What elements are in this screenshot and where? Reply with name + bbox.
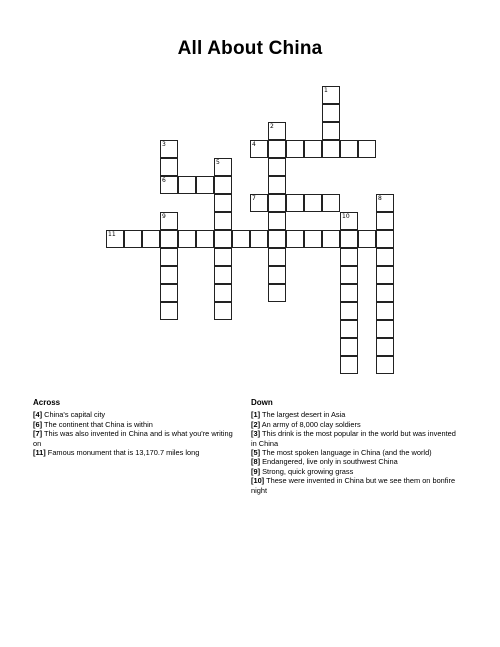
crossword-cell[interactable] [286,194,304,212]
crossword-cell[interactable] [124,230,142,248]
page-title: All About China [177,38,323,59]
crossword-cell[interactable] [214,266,232,284]
down-clue [251,476,463,495]
across-clue [33,429,233,448]
clue-text: The most spoken language in China (and the world) [260,448,432,458]
clue-text: The continent that China is within [42,419,153,429]
crossword-cell[interactable] [232,230,250,248]
crossword-cell[interactable] [268,122,286,140]
crossword-cell[interactable] [160,284,178,302]
clue-number: 11 [108,231,116,238]
clue-number-label: [9] [251,466,261,476]
clue-number: 10 [342,213,350,220]
crossword-cell[interactable] [340,212,358,230]
crossword-cell[interactable] [376,266,394,284]
clue-number: 5 [216,159,220,166]
down-clue [251,410,463,419]
crossword-cell[interactable] [286,140,304,158]
clue-number-label: [5] [251,448,261,458]
crossword-cell[interactable] [142,230,160,248]
clue-number-label: [1] [251,410,261,420]
crossword-cell[interactable] [214,158,232,176]
crossword-cell[interactable] [268,284,286,302]
down-heading: Down [251,398,273,407]
crossword-cell[interactable] [214,302,232,320]
crossword-cell[interactable] [214,230,232,248]
crossword-cell[interactable] [160,302,178,320]
across-clue [33,410,233,419]
crossword-cell[interactable] [160,176,178,194]
down-clue [251,448,463,457]
across-heading: Across [33,398,61,407]
clue-number-label: [10] [251,476,265,486]
crossword-cell[interactable] [268,158,286,176]
crossword-cell[interactable] [322,86,340,104]
crossword-cell[interactable] [376,284,394,302]
crossword-cell[interactable] [214,284,232,302]
crossword-cell[interactable] [160,212,178,230]
clue-number: 3 [162,141,166,148]
crossword-cell[interactable] [376,338,394,356]
crossword-cell[interactable] [340,338,358,356]
down-clue [251,467,463,476]
clue-text: This drink is the most popular in the world but was invented in China [251,429,456,448]
crossword-cell[interactable] [178,176,196,194]
crossword-cell[interactable] [340,230,358,248]
across-clue [33,448,233,457]
crossword-cell[interactable] [268,248,286,266]
across-clue [33,420,233,429]
clue-text: This was also invented in China and is what you're writing on [33,429,233,448]
crossword-cell[interactable] [214,194,232,212]
clue-text: Endangered, live only in southwest China [260,457,398,467]
crossword-cell[interactable] [304,230,322,248]
crossword-cell[interactable] [304,194,322,212]
crossword-cell[interactable] [340,320,358,338]
down-clue-list [251,410,463,495]
crossword-cell[interactable] [358,140,376,158]
clue-text: Famous monument that is 13,170.7 miles long [45,448,200,458]
clue-number: 2 [270,123,274,130]
crossword-cell[interactable] [376,356,394,374]
down-clue [251,429,463,448]
clue-text: An army of 8,000 clay soldiers [260,419,361,429]
crossword-cell[interactable] [160,266,178,284]
crossword-cell[interactable] [250,194,268,212]
crossword-cell[interactable] [340,284,358,302]
across-clues [33,398,233,457]
clue-number: 8 [378,195,382,202]
down-clues [251,398,463,495]
crossword-cell[interactable] [196,230,214,248]
crossword-cell[interactable] [160,248,178,266]
crossword-cell[interactable] [196,176,214,194]
crossword-cell[interactable] [376,230,394,248]
crossword-cell[interactable] [322,230,340,248]
clue-number-label: [2] [251,419,261,429]
crossword-cell[interactable] [160,158,178,176]
down-clue [251,457,463,466]
clue-text: China's capital city [42,410,106,420]
crossword-cell[interactable] [250,140,268,158]
clue-text: Strong, quick growing grass [260,466,354,476]
crossword-cell[interactable] [214,248,232,266]
crossword-cell[interactable] [376,248,394,266]
crossword-cell[interactable] [322,194,340,212]
crossword-cell[interactable] [160,140,178,158]
clue-number: 9 [162,213,166,220]
crossword-cell[interactable] [214,212,232,230]
crossword-cell[interactable] [376,320,394,338]
crossword-cell[interactable] [268,194,286,212]
clue-number-label: [11] [33,448,46,458]
clue-number-label: [8] [251,457,261,467]
crossword-cell[interactable] [268,176,286,194]
clue-number-label: [3] [251,429,261,439]
crossword-cell[interactable] [268,140,286,158]
clue-number: 6 [162,177,166,184]
crossword-cell[interactable] [286,230,304,248]
clue-number-label: [6] [33,419,43,429]
crossword-cell[interactable] [322,104,340,122]
crossword-cell[interactable] [358,230,376,248]
clue-number: 1 [324,87,328,94]
clue-text: These were invented in China but we see them on bonfire night [251,476,456,495]
crossword-cell[interactable] [340,248,358,266]
crossword-cell[interactable] [214,176,232,194]
crossword-cell[interactable] [340,140,358,158]
crossword-cell[interactable] [340,302,358,320]
down-clue [251,420,463,429]
clue-number-label: [4] [33,410,43,420]
crossword-cell[interactable] [250,230,268,248]
crossword-cell[interactable] [106,230,124,248]
clue-number-label: [7] [33,429,43,439]
clue-number: 7 [252,195,256,202]
crossword-cell[interactable] [376,302,394,320]
crossword-cell[interactable] [340,356,358,374]
crossword-cell[interactable] [376,212,394,230]
crossword-cell[interactable] [268,212,286,230]
clue-text: The largest desert in Asia [260,410,346,420]
crossword-cell[interactable] [178,230,196,248]
crossword-cell[interactable] [268,230,286,248]
across-clue-list [33,410,233,457]
crossword-cell[interactable] [340,266,358,284]
clue-number: 4 [252,141,256,148]
crossword-cell[interactable] [160,230,178,248]
crossword-cell[interactable] [322,140,340,158]
crossword-cell[interactable] [268,266,286,284]
crossword-cell[interactable] [376,194,394,212]
crossword-cell[interactable] [304,140,322,158]
crossword-cell[interactable] [322,122,340,140]
